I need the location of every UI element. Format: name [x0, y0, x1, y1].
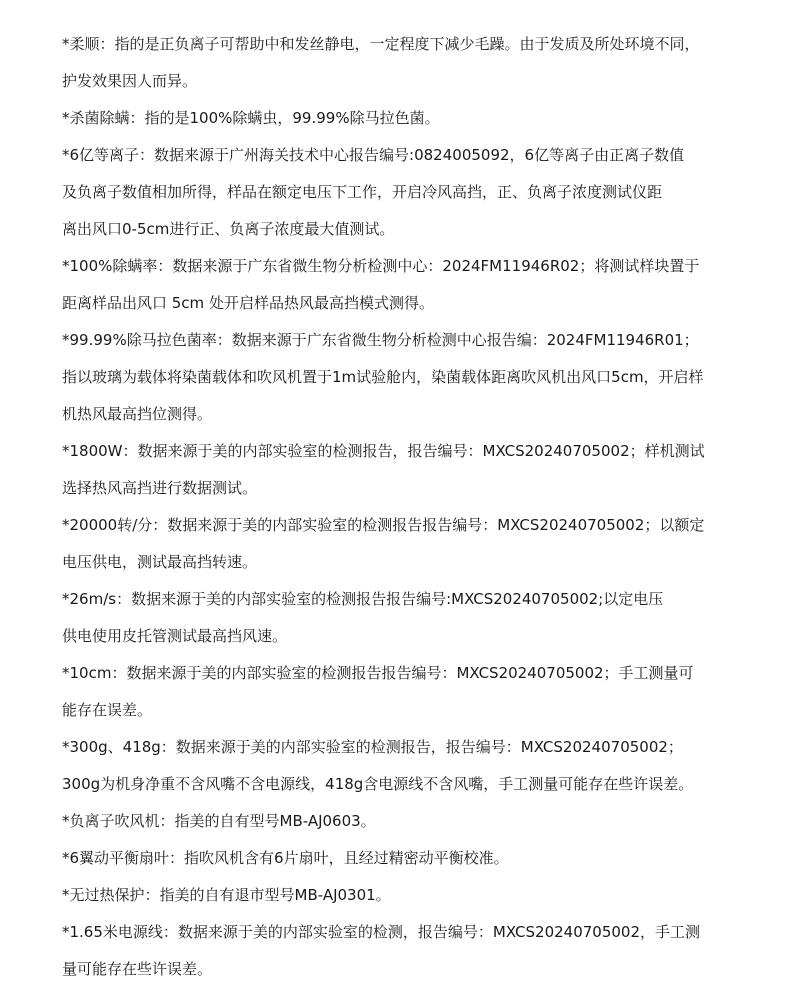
note-line: *100%除螨率：数据来源于广东省微生物分析检测中心：2024FM11946R02；将测试样块置于	[62, 257, 700, 275]
note-line: 距离样品出风口 5cm 处开启样品热风最高挡模式测得。	[62, 294, 434, 312]
note-line: 量可能存在些许误差。	[62, 960, 213, 978]
note-line: 供电使用皮托管测试最高挡风速。	[62, 627, 288, 645]
footnote-ion-count	[62, 137, 752, 248]
note-line: 选择热风高挡进行数据测试。	[62, 479, 258, 497]
footnote-malassezia-rate	[62, 322, 752, 433]
footnote-size	[62, 655, 752, 729]
note-line: 300g为机身净重不含风嘴不含电源线，418g含电源线不含风嘴，手工测量可能存在些许误差。	[62, 775, 694, 793]
note-line: *6亿等离子：数据来源于广州海关技术中心报告编号:0824005092，6亿等离子由正离子数值	[62, 146, 685, 164]
footnote-power	[62, 433, 752, 507]
note-line: *负离子吹风机：指美的自有型号MB-AJ0603。	[62, 812, 376, 830]
note-line: 电压供电，测试最高挡转速。	[62, 553, 258, 571]
note-line: 能存在误差。	[62, 701, 153, 719]
note-line: 及负离子数值相加所得，样品在额定电压下工作，开启冷风高挡，正、负离子浓度测试仪距	[62, 183, 663, 201]
footnote-weight	[62, 729, 752, 803]
footnote-negative-ion-dryer	[62, 803, 752, 840]
note-line: 护发效果因人而异。	[62, 72, 198, 90]
footnote-mite-removal-rate	[62, 248, 752, 322]
note-line: 指以玻璃为载体将染菌载体和吹风机置于1m试验舱内，染菌载体距离吹风机出风口5cm，开启样	[62, 368, 704, 386]
note-line: 离出风口0-5cm进行正、负离子浓度最大值测试。	[62, 220, 395, 238]
note-line: *20000转/分：数据来源于美的内部实验室的检测报告报告编号：MXCS20240705002；以额定	[62, 516, 705, 534]
note-line: *300g、418g：数据来源于美的内部实验室的检测报告，报告编号：MXCS20240705002；	[62, 738, 683, 756]
note-line: *1800W：数据来源于美的内部实验室的检测报告，报告编号：MXCS20240705002；样机测试	[62, 442, 705, 460]
note-line: 机热风最高挡位测得。	[62, 405, 213, 423]
note-line: *无过热保护：指美的自有退市型号MB-AJ0301。	[62, 886, 391, 904]
footnote-power-cord	[62, 914, 752, 988]
footnote-overheat-protection	[62, 877, 752, 914]
footnote-fan-blades	[62, 840, 752, 877]
note-line: *1.65米电源线：数据来源于美的内部实验室的检测，报告编号：MXCS20240705002，手工测	[62, 923, 701, 941]
note-line: *10cm：数据来源于美的内部实验室的检测报告报告编号：MXCS20240705002；手工测量可	[62, 664, 694, 682]
footnote-softness	[62, 26, 752, 100]
note-line: *99.99%除马拉色菌率：数据来源于广东省微生物分析检测中心报告编：2024FM11946R01；	[62, 331, 699, 349]
footnotes-list	[62, 26, 752, 988]
footnote-wind-speed	[62, 581, 752, 655]
note-line: *6翼动平衡扇叶：指吹风机含有6片扇叶，且经过精密动平衡校准。	[62, 849, 509, 867]
note-line: *柔顺：指的是正负离子可帮助中和发丝静电，一定程度下减少毛躁。由于发质及所处环境不同，	[62, 35, 700, 53]
note-line: *26m/s：数据来源于美的内部实验室的检测报告报告编号:MXCS20240705002;以定电压	[62, 590, 664, 608]
footnote-antibacterial	[62, 100, 752, 137]
note-line: *杀菌除螨：指的是100%除螨虫，99.99%除马拉色菌。	[62, 109, 440, 127]
footnote-motor-speed	[62, 507, 752, 581]
